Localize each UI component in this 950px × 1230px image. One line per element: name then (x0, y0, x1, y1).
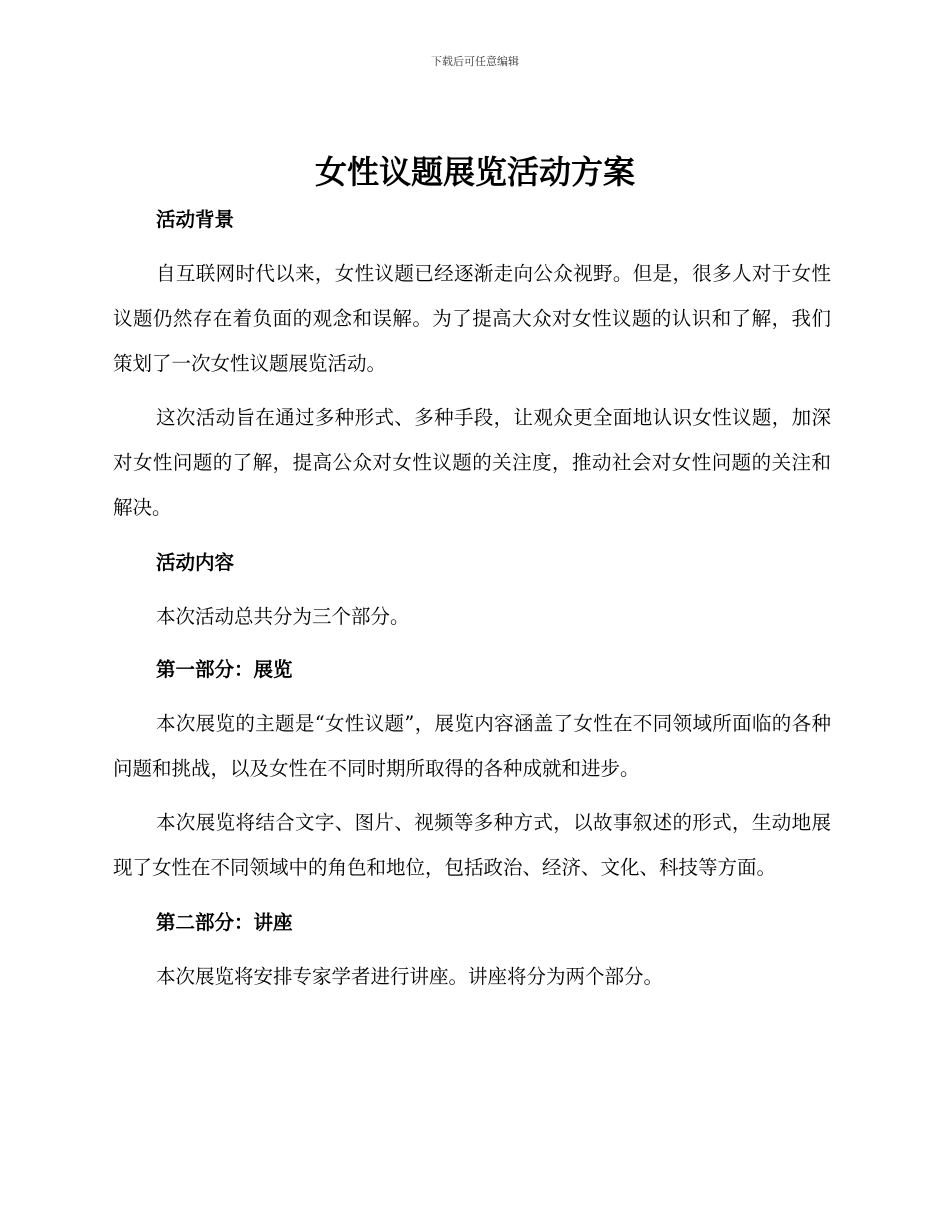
document-title: 女性议题展览活动方案 (314, 153, 635, 191)
section-heading-background: 活动背景 (156, 208, 235, 231)
paragraph-part2-1: 本次展览将安排专家学者进行讲座。讲座将分为两个部分。 (156, 965, 664, 988)
page-header-note: 下载后可任意编辑 (431, 55, 519, 68)
paragraph-content-1: 本次活动总共分为三个部分。 (156, 605, 410, 628)
section-heading-part1: 第一部分：展览 (156, 658, 293, 681)
paragraph-part1-1: 本次展览的主题是“女性议题”，展览内容涵盖了女性在不同领域所面临的各种问题和挑战，以及女性在不同时期所取得的各种成就和进步。 (113, 712, 831, 780)
section-heading-content: 活动内容 (156, 551, 235, 574)
paragraph-part1-2: 本次展览将结合文字、图片、视频等多种方式，以故事叙述的形式，生动地展现了女性在不同领域中的角色和地位，包括政治、经济、文化、科技等方面。 (113, 811, 831, 879)
document-body (113, 198, 831, 999)
paragraph-background-2: 这次活动旨在通过多种形式、多种手段，让观众更全面地认识女性议题，加深对女性问题的了解，提高公众对女性议题的关注度，推动社会对女性问题的关注和解决。 (113, 406, 831, 519)
section-heading-part2: 第二部分：讲座 (156, 911, 293, 934)
paragraph-background-1: 自互联网时代以来，女性议题已经逐渐走向公众视野。但是，很多人对于女性议题仍然存在着负面的观念和误解。为了提高大众对女性议题的认识和了解，我们策划了一次女性议题展览活动。 (113, 262, 831, 375)
